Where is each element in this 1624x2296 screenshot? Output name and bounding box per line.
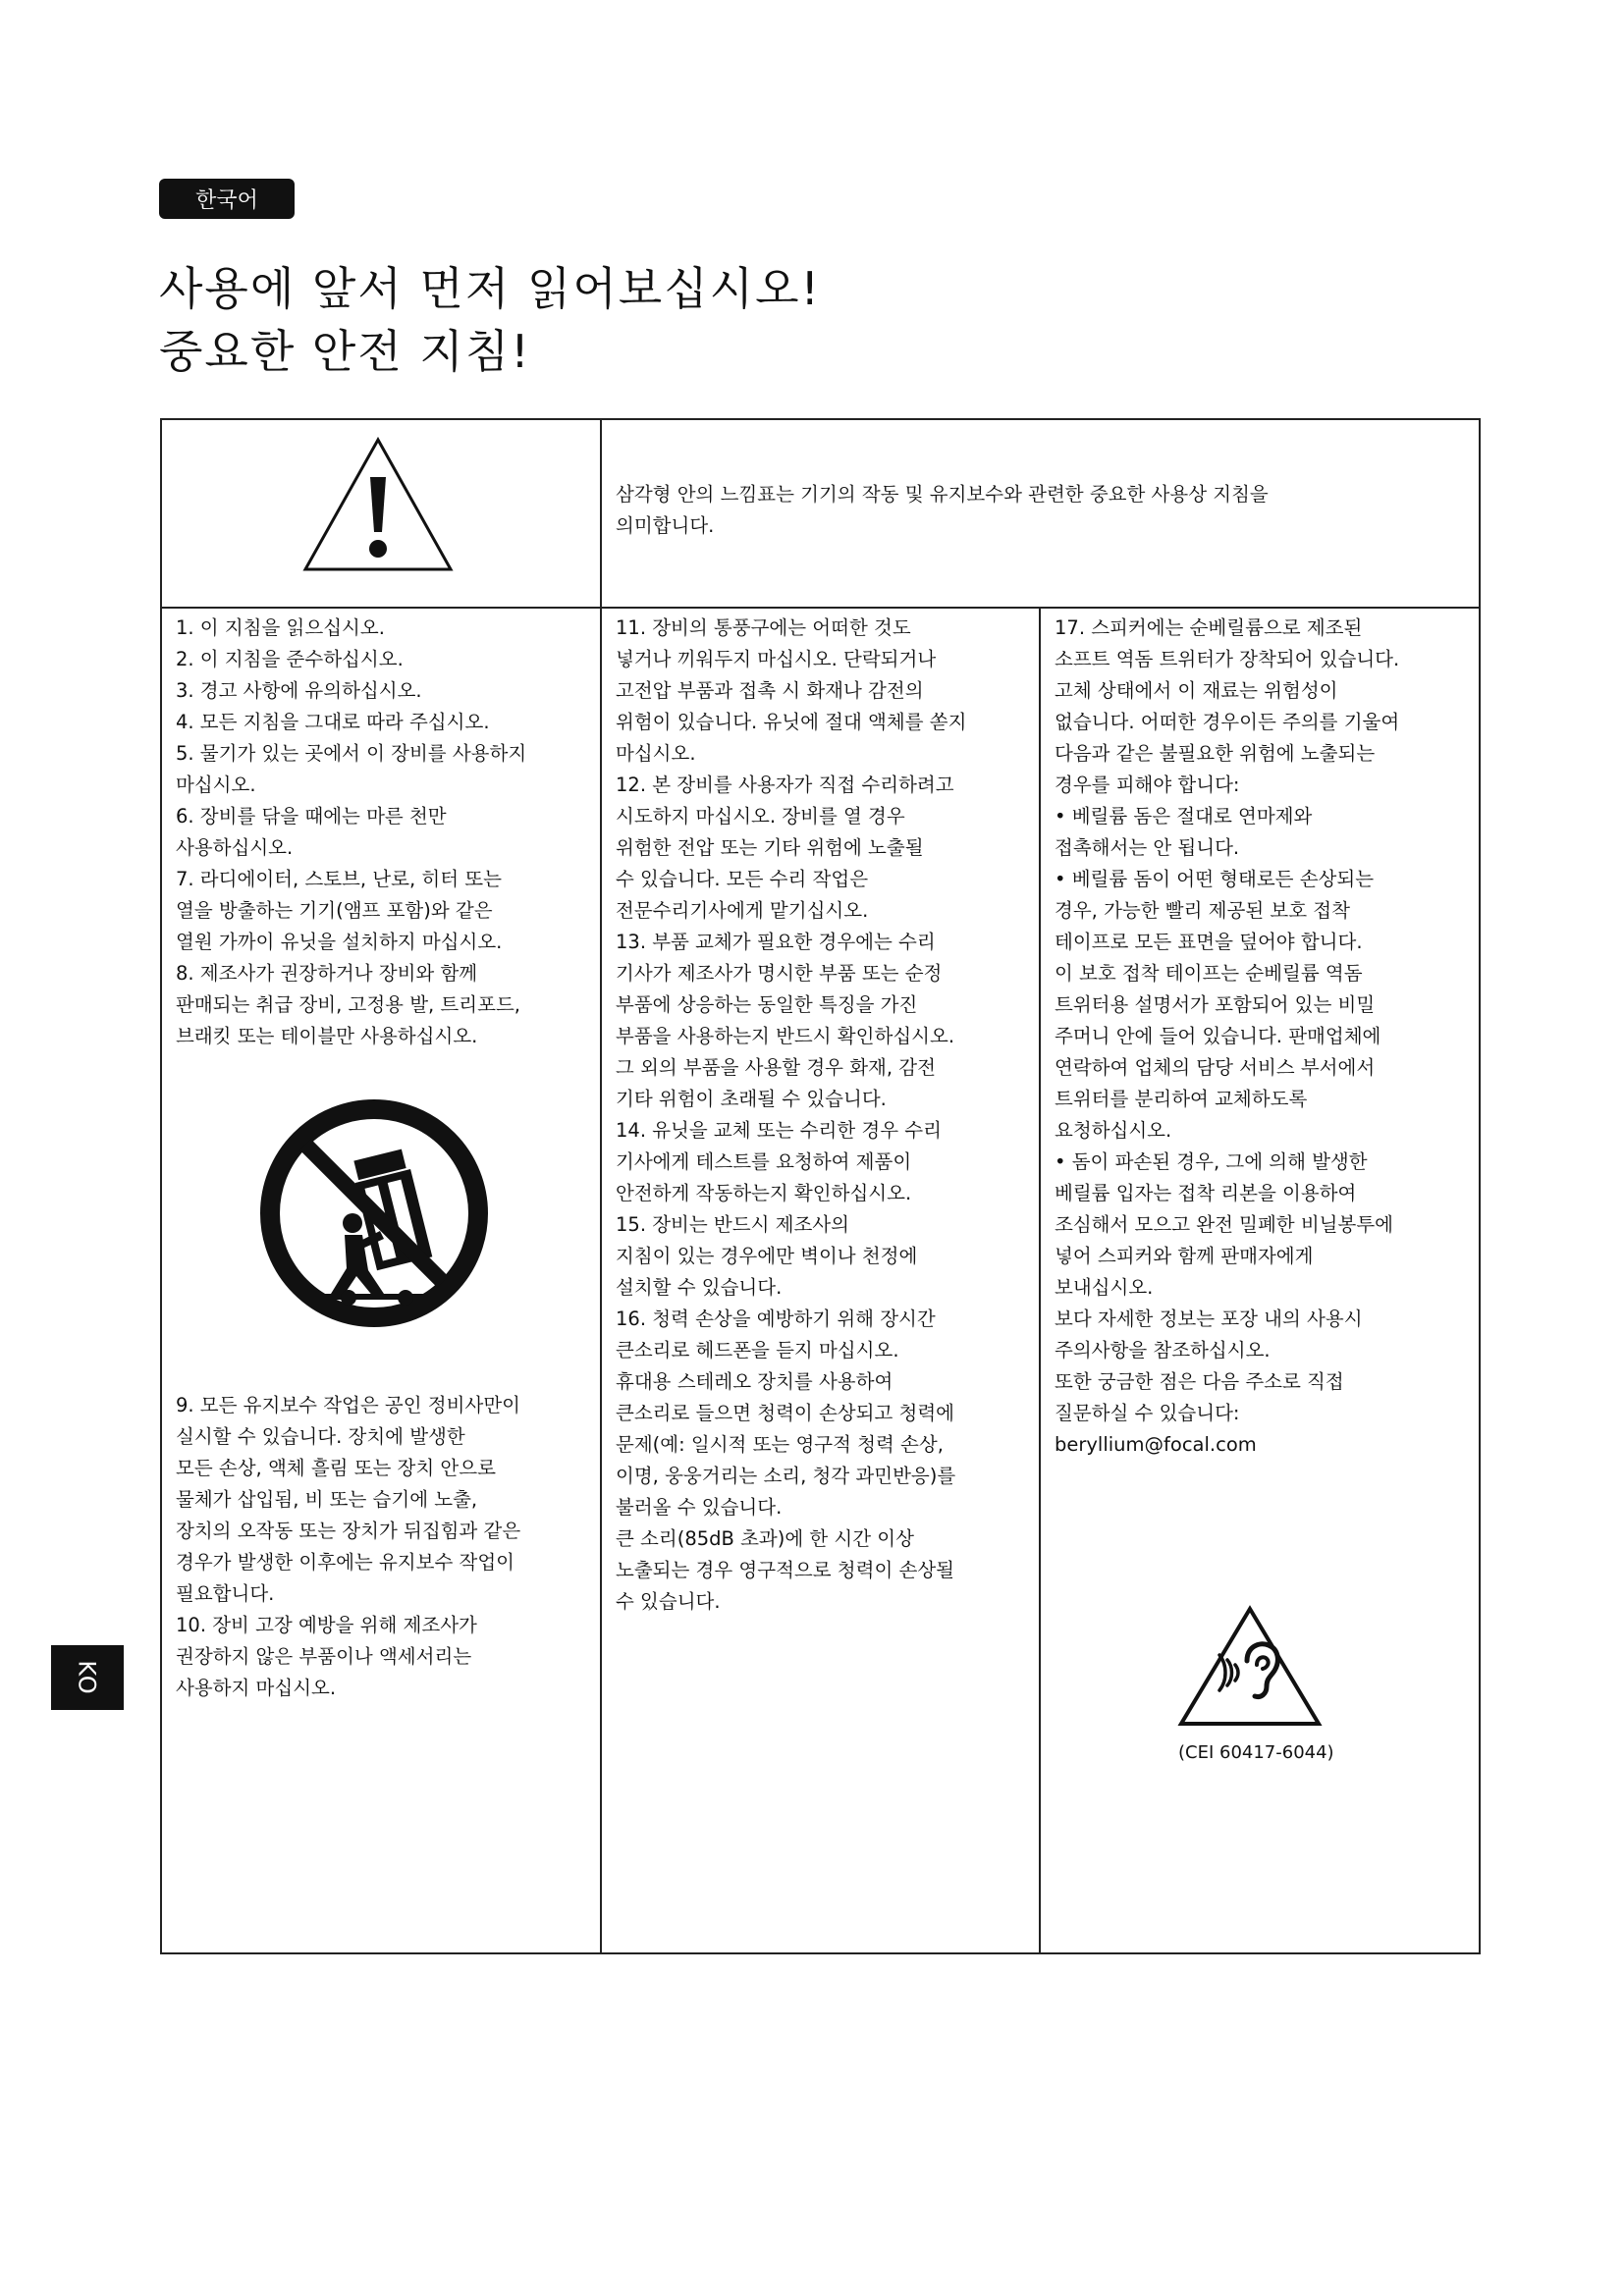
instruction-line: 물체가 삽입됨, 비 또는 습기에 노출,: [176, 1488, 478, 1511]
column-3: [1055, 613, 1399, 1461]
instruction-line: 마십시오.: [616, 742, 696, 765]
instruction-line: 브래킷 또는 테이블만 사용하십시오.: [176, 1025, 478, 1047]
instruction-line: 16. 청력 손상을 예방하기 위해 장시간: [616, 1308, 936, 1330]
instruction-line: 테이프로 모든 표면을 덮어야 합니다.: [1055, 931, 1363, 953]
instruction-line: 15. 장비는 반드시 제조사의: [616, 1213, 849, 1236]
instruction-line: 주머니 안에 들어 있습니다. 판매업체에: [1055, 1025, 1381, 1047]
instruction-line: 부품에 상응하는 동일한 특징을 가진: [616, 993, 918, 1016]
instruction-line: 불러올 수 있습니다.: [616, 1496, 783, 1519]
instruction-line: 큰소리로 헤드폰을 듣지 마십시오.: [616, 1339, 899, 1362]
instruction-line: 사용하십시오.: [176, 836, 294, 859]
instruction-line: 보내십시오.: [1055, 1276, 1154, 1299]
instruction-line: 그 외의 부품을 사용할 경우 화재, 감전: [616, 1056, 936, 1079]
instruction-line: 8. 제조사가 권장하거나 장비와 함께: [176, 962, 478, 985]
instruction-line: 필요합니다.: [176, 1582, 275, 1605]
instruction-line: 4. 모든 지침을 그대로 따라 주십시오.: [176, 711, 490, 733]
instruction-line: 열을 방출하는 기기(앰프 포함)와 같은: [176, 899, 493, 922]
instruction-line: 큰소리로 들으면 청력이 손상되고 청력에: [616, 1402, 955, 1424]
contact-email: beryllium@focal.com: [1055, 1433, 1257, 1456]
instruction-line: 이 보호 접착 테이프는 순베릴륨 역돔: [1055, 962, 1363, 985]
instruction-line: 6. 장비를 닦을 때에는 마른 천만: [176, 805, 447, 828]
instruction-line: 부품을 사용하는지 반드시 확인하십시오.: [616, 1025, 955, 1047]
instruction-line: 없습니다. 어떠한 경우이든 주의를 기울여: [1055, 711, 1400, 733]
hearing-warning-icon: [1176, 1604, 1324, 1730]
instruction-line: 권장하지 않은 부품이나 액세서리는: [176, 1645, 472, 1668]
instruction-line: 13. 부품 교체가 필요한 경우에는 수리: [616, 931, 936, 953]
instruction-line: 문제(예: 일시적 또는 영구적 청력 손상,: [616, 1433, 944, 1456]
instruction-line: 기사에게 테스트를 요청하여 제품이: [616, 1150, 912, 1173]
instruction-line: 장치의 오작동 또는 장치가 뒤집힘과 같은: [176, 1520, 521, 1542]
instruction-line: 위험이 있습니다. 유닛에 절대 액체를 쏟지: [616, 711, 967, 733]
instruction-line: 주의사항을 참조하십시오.: [1055, 1339, 1271, 1362]
instruction-line: 고전압 부품과 접촉 시 화재나 감전의: [616, 679, 924, 702]
instruction-line: 보다 자세한 정보는 포장 내의 사용시: [1055, 1308, 1363, 1330]
instruction-line: 1. 이 지침을 읽으십시오.: [176, 616, 385, 639]
instruction-line: 9. 모든 유지보수 작업은 공인 정비사만이: [176, 1394, 520, 1416]
warning-triangle-icon: [299, 434, 457, 576]
column-1-bottom: [176, 1390, 520, 1704]
instruction-line: 11. 장비의 통풍구에는 어떠한 것도: [616, 616, 911, 639]
instruction-line: 경우가 발생한 이후에는 유지보수 작업이: [176, 1551, 515, 1574]
instruction-line: 시도하지 마십시오. 장비를 열 경우: [616, 805, 905, 828]
instruction-line: 2. 이 지침을 준수하십시오.: [176, 648, 404, 670]
instruction-line: 수 있습니다. 모든 수리 작업은: [616, 868, 869, 890]
instruction-line: 트위터용 설명서가 포함되어 있는 비밀: [1055, 993, 1376, 1016]
instruction-line: 큰 소리(85dB 초과)에 한 시간 이상: [616, 1527, 914, 1550]
warning-note-line: 의미합니다.: [616, 514, 715, 537]
table-column-divider: [600, 420, 602, 1952]
instruction-line: • 돔이 파손된 경우, 그에 의해 발생한: [1055, 1150, 1368, 1173]
instruction-line: 수 있습니다.: [616, 1590, 721, 1613]
instruction-line: 5. 물기가 있는 곳에서 이 장비를 사용하지: [176, 742, 527, 765]
instruction-line: 조심해서 모으고 완전 밀폐한 비닐봉투에: [1055, 1213, 1394, 1236]
instruction-line: 넣거나 끼워두지 마십시오. 단락되거나: [616, 648, 937, 670]
instruction-line: • 베릴륨 돔은 절대로 연마제와: [1055, 805, 1313, 828]
instruction-line: 위험한 전압 또는 기타 위험에 노출될: [616, 836, 924, 859]
instruction-line: 지침이 있는 경우에만 벽이나 천정에: [616, 1245, 918, 1267]
instruction-line: 마십시오.: [176, 774, 256, 796]
language-side-tab: [51, 1645, 124, 1710]
instruction-line: 전문수리기사에게 맡기십시오.: [616, 899, 869, 922]
instruction-line: • 베릴륨 돔이 어떤 형태로든 손상되는: [1055, 868, 1375, 890]
hearing-symbol-caption: (CEI 60417-6044): [1178, 1742, 1334, 1763]
column-1-top: [176, 613, 526, 1052]
instruction-line: 노출되는 경우 영구적으로 청력이 손상될: [616, 1559, 955, 1581]
side-tab-label: KO: [73, 1660, 101, 1695]
instruction-line: 사용하지 마십시오.: [176, 1677, 337, 1699]
instruction-line: 모든 손상, 액체 흘림 또는 장치 안으로: [176, 1457, 496, 1479]
instruction-line: 기타 위험이 초래될 수 있습니다.: [616, 1088, 887, 1110]
instruction-line: 10. 장비 고장 예방을 위해 제조사가: [176, 1614, 477, 1636]
instruction-line: 휴대용 스테레오 장치를 사용하여: [616, 1370, 893, 1393]
instruction-line: 판매되는 취급 장비, 고정용 발, 트리포드,: [176, 993, 520, 1016]
warning-note: [616, 479, 1269, 542]
instruction-line: 경우, 가능한 빨리 제공된 보호 접착: [1055, 899, 1350, 922]
instruction-line: 안전하게 작동하는지 확인하십시오.: [616, 1182, 912, 1204]
instruction-line: 고체 상태에서 이 재료는 위험성이: [1055, 679, 1338, 702]
instruction-line: 기사가 제조사가 명시한 부품 또는 순정: [616, 962, 943, 985]
no-cart-tip-over-icon: [258, 1097, 490, 1329]
table-column-divider: [1039, 607, 1041, 1952]
instruction-line: 3. 경고 사항에 유의하십시오.: [176, 679, 422, 702]
instruction-line: 트위터를 분리하여 교체하도록: [1055, 1088, 1308, 1110]
instruction-line: 이명, 웅웅거리는 소리, 청각 과민반응)를: [616, 1465, 956, 1487]
instruction-line: 7. 라디에이터, 스토브, 난로, 히터 또는: [176, 868, 502, 890]
page-title: [159, 257, 821, 383]
language-badge: 한국어: [159, 179, 295, 219]
title-line-2: 중요한 안전 지침!: [159, 325, 531, 378]
instruction-line: 접촉해서는 안 됩니다.: [1055, 836, 1240, 859]
instruction-line: 경우를 피해야 합니다:: [1055, 774, 1240, 796]
instruction-line: 질문하실 수 있습니다:: [1055, 1402, 1240, 1424]
instruction-line: 실시할 수 있습니다. 장치에 발생한: [176, 1425, 465, 1448]
instruction-line: 소프트 역돔 트위터가 장착되어 있습니다.: [1055, 648, 1400, 670]
title-line-1: 사용에 앞서 먼저 읽어보십시오!: [159, 262, 821, 315]
instruction-line: 열원 가까이 유닛을 설치하지 마십시오.: [176, 931, 503, 953]
instruction-line: 12. 본 장비를 사용자가 직접 수리하려고: [616, 774, 954, 796]
instruction-line: 넣어 스피커와 함께 판매자에게: [1055, 1245, 1314, 1267]
warning-note-line: 삼각형 안의 느낌표는 기기의 작동 및 유지보수와 관련한 중요한 사용상 지침을: [616, 483, 1269, 506]
instruction-line: 17. 스피커에는 순베릴륨으로 제조된: [1055, 616, 1363, 639]
instruction-line: 요청하십시오.: [1055, 1119, 1172, 1142]
safety-instructions-table: [160, 418, 1481, 1954]
instruction-line: 베릴륨 입자는 접착 리본을 이용하여: [1055, 1182, 1357, 1204]
instruction-line: 또한 궁금한 점은 다음 주소로 직접: [1055, 1370, 1344, 1393]
instruction-line: 14. 유닛을 교체 또는 수리한 경우 수리: [616, 1119, 942, 1142]
table-row-divider: [162, 607, 1479, 609]
instruction-line: 연락하여 업체의 담당 서비스 부서에서: [1055, 1056, 1376, 1079]
instruction-line: 다음과 같은 불필요한 위험에 노출되는: [1055, 742, 1376, 765]
instruction-line: 설치할 수 있습니다.: [616, 1276, 783, 1299]
column-2: [616, 613, 966, 1618]
